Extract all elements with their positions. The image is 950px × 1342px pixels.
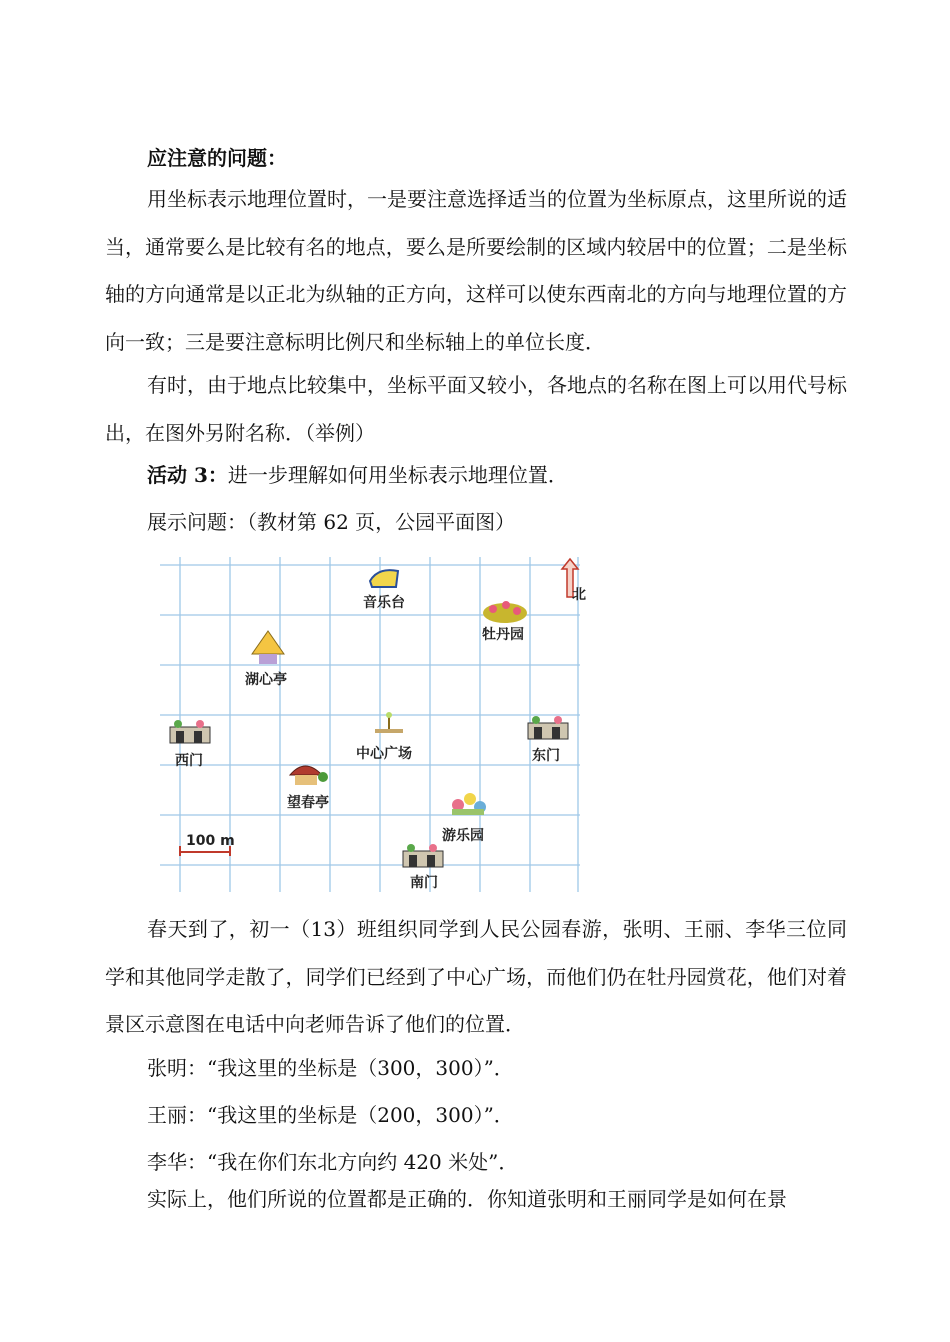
scale-label: 100 m [186, 833, 235, 849]
north-label: 北 [572, 587, 586, 603]
label-peony-garden: 牡丹园 [482, 627, 524, 643]
south-gate-icon [403, 844, 443, 867]
activity-label: 活动 3： [147, 463, 228, 487]
paragraph-spring-trip: 春天到了，初一（13）班组织同学到人民公园春游，张明、王丽、李华三位同学和其他同学走散了，同学们已经到了中心广场，而他们仍在牡丹园赏花，他们对着景区示意图在电话中向老师告诉了他们的位置． [105, 917, 847, 1036]
label-east-gate: 东门 [532, 748, 560, 764]
paragraph-question: 实际上，他们所说的位置都是正确的．你知道张明和王丽同学是如何在景 [147, 1187, 787, 1211]
label-south-gate: 南门 [410, 875, 438, 891]
quote-li: 李华：“我在你们东北方向约 420 米处”． [147, 1150, 519, 1174]
quote-zhang: 张明：“我这里的坐标是（300，300）”． [147, 1056, 514, 1080]
east-gate-icon [528, 716, 568, 739]
activity-text: 进一步理解如何用坐标表示地理位置． [227, 463, 568, 487]
label-west-gate: 西门 [175, 753, 203, 769]
quote-wang: 王丽：“我这里的坐标是（200，300）”． [147, 1103, 514, 1127]
label-spring-pavilion: 望春亭 [287, 795, 329, 811]
peony-garden-icon [483, 601, 527, 623]
label-amusement-park: 游乐园 [442, 828, 484, 844]
label-lake-pavilion: 湖心亭 [245, 672, 287, 688]
lake-pavilion-icon [252, 631, 284, 664]
section-heading: 应注意的问题： [147, 146, 287, 170]
activity-line [147, 459, 568, 488]
amusement-park-icon [452, 793, 486, 815]
music-stage-icon [370, 570, 398, 587]
paragraph-notes: 用坐标表示地理位置时，一是要注意选择适当的位置为坐标原点，这里所说的适当，通常要么是比较有名的地点，要么是所要绘制的区域内较居中的位置；二是坐标轴的方向通常是以正北为纵轴的正方向，这样可以使东西南北的方向与地理位置的方向一致；三是要注意标明比例尺和坐标轴上的单位长度． [105, 187, 847, 354]
label-center-plaza: 中心广场 [356, 746, 412, 762]
spring-pavilion-icon [290, 766, 328, 785]
west-gate-icon [170, 720, 210, 743]
paragraph-code-names: 有时，由于地点比较集中，坐标平面又较小，各地点的名称在图上可以用代号标出，在图外另附名称．（举例） [105, 373, 847, 445]
park-map [160, 557, 586, 892]
show-problem: 展示问题：（教材第 62 页，公园平面图） [147, 510, 516, 534]
label-music-stage: 音乐台 [363, 595, 405, 611]
